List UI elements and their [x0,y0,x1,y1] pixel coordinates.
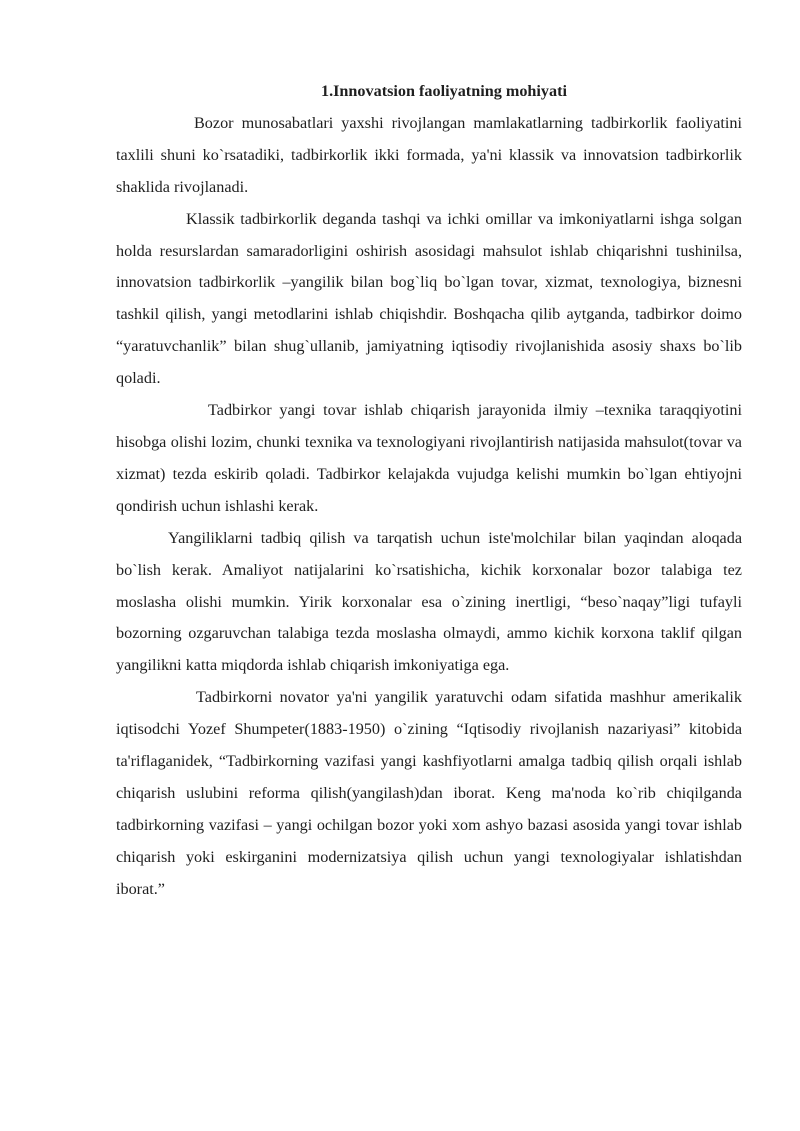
document-body [116,76,742,906]
paragraph-2: Klassik tadbirkorlik deganda tashqi va ichki omillar va imkoniyatlarni ishga solgan holda resurslardan samaradorligini oshirish asosidagi mahsulot ishlab chiqarishni tushinilsa, innovatsion tadbirkorlik –yangilik bilan bog`liq bo`lgan tovar, xizmat, texnologiya, biznesni tashkil qilish, yangi metodlarini ishlab chiqishdir. Boshqacha qilib aytganda, tadbirkor doimo “yaratuvchanlik” bilan shug`ullanib, jamiyatning iqtisodiy rivojlanishida asosiy shaxs bo`lib qoladi. [116,209,742,388]
paragraph-3: Tadbirkor yangi tovar ishlab chiqarish jarayonida ilmiy –texnika taraqqiyotini hisobga olishi lozim, chunki texnika va texnologiyani rivojlantirish natijasida mahsulot(tovar va xizmat) tezda eskirib qoladi. Tadbirkor kelajakda vujudga kelishi mumkin bo`lgan ehtiyojni qondirish uchun ishlashi kerak. [116,401,742,515]
paragraph-4: Yangiliklarni tadbiq qilish va tarqatish uchun iste'molchilar bilan yaqindan aloqada bo`lish kerak. Amaliyot natijalarini ko`rsatishicha, kichik korxonalar bozor talabiga tez moslasha olishi mumkin. Yirik korxonalar esa o`zining inertligi, “beso`naqay”ligi tufayli bozorning ozgaruvchan talabiga tezda moslasha olmaydi, ammo kichik korxona taklif qilgan yangilikni katta miqdorda ishlab chiqarish imkoniyatiga ega. [116,528,742,675]
paragraph-5: Tadbirkorni novator ya'ni yangilik yaratuvchi odam sifatida mashhur amerikalik iqtisodchi Yozef Shumpeter(1883-1950) o`zining “Iqtisodiy rivojlanish nazariyasi” kitobida ta'riflaganidek, “Tadbirkorning vazifasi yangi kashfiyotlarni amalga tadbiq qilish orqali ishlab chiqarish uslubini reforma qilish(yangilash)dan iborat. Keng ma'noda ko`rib chiqilganda tadbirkorning vazifasi – yangi ochilgan bozor yoki xom ashyo bazasi asosida yangi tovar ishlab chiqarish yoki eskirganini modernizatsiya qilish uchun yangi texnologiyalar ishlatishdan iborat.” [116,688,742,898]
paragraph-1: Bozor munosabatlari yaxshi rivojlangan mamlakatlarning tadbirkorlik faoliyatini taxlili shuni ko`rsatadiki, tadbirkorlik ikki formada, ya'ni klassik va innovatsion tadbirkorlik shaklida rivojlanadi. [116,113,742,196]
section-title: 1.Innovatsion faoliyatning mohiyati [320,82,567,100]
